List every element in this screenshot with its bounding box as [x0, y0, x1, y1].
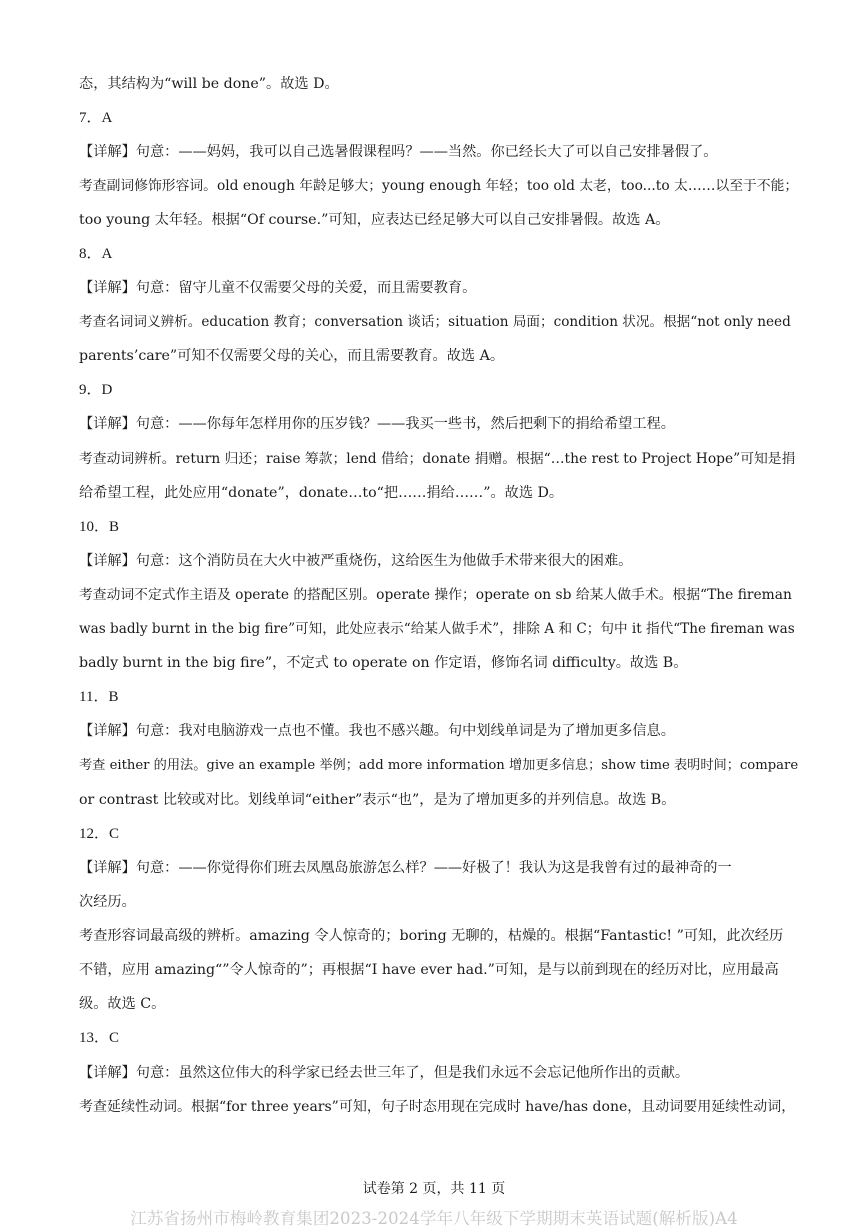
watermark: 江苏省扬州市梅岭教育集团2023-2024学年八年级下学期期末英语试题(解析版)A4	[130, 1209, 738, 1228]
answer-number: 12．C	[79, 826, 120, 842]
text-line: 【详解】句意：——你每年怎样用你的压岁钱？——我买一些书，然后把剩下的捐给希望工程。	[79, 416, 675, 432]
text-line: 考查名词词义辨析。education 教育；conversation 谈话；situation 局面；condition 状况。根据“not only need	[79, 314, 791, 330]
answer-number: 7．A	[79, 110, 113, 126]
text-line: 【详解】句意：留守儿童不仅需要父母的关爱，而且需要教育。	[79, 280, 477, 296]
text-line: 【详解】句意：我对电脑游戏一点也不懂。我也不感兴趣。句中划线单词是为了增加更多信息。	[79, 723, 675, 739]
text-line: 【详解】句意：这个消防员在大火中被严重烧伤，这给医生为他做手术带来很大的困难。	[79, 553, 633, 569]
text-line: 不错，应用 amazing“”令人惊奇的”；再根据“I have ever had.”可知，是与以前到现在的经历对比，应用最高	[79, 962, 779, 978]
text-line: 考查延续性动词。根据“for three years”可知，句子时态用现在完成时 have/has done，且动词要用延续性动词，	[79, 1099, 796, 1115]
text-line: 级。故选 C。	[79, 996, 166, 1012]
page-footer: 试卷第 2 页，共 11 页	[362, 1181, 506, 1197]
answer-number: 8．A	[79, 246, 113, 262]
text-line: 【详解】句意：虽然这位伟大的科学家已经去世三年了，但是我们永远不会忘记他所作出的贡献。	[79, 1065, 690, 1081]
text-line: 考查 either 的用法。give an example 举例；add more information 增加更多信息；show time 表明时间；compare	[79, 758, 799, 773]
answer-number: 11．B	[79, 689, 119, 705]
text-line: parents’care”可知不仅需要父母的关心，而且需要教育。故选 A。	[79, 348, 505, 364]
text-line: 态，其结构为“will be done”。故选 D。	[79, 76, 339, 92]
text-line: 【详解】句意：——你觉得你们班去凤凰岛旅游怎么样？——好极了！我认为这是我曾有过的最神奇的一	[79, 860, 732, 876]
answer-number: 9．D	[79, 382, 113, 398]
text-line: 【详解】句意：——妈妈，我可以自己选暑假课程吗？——当然。你已经长大了可以自己安排暑假了。	[79, 144, 718, 160]
answer-number: 13．C	[79, 1030, 120, 1046]
text-line: 考查动词辨析。return 归还；raise 筹款；lend 借给；donate 捐赠。根据“…the rest to Project Hope”可知是捐	[79, 451, 796, 467]
text-line: 给希望工程，此处应用“donate”，donate…to“把……捐给……”。故选 D。	[79, 485, 564, 501]
text-line: too young 太年轻。根据“Of course.”可知，应表达已经足够大可以自己安排暑假。故选 A。	[79, 212, 670, 228]
text-line: badly burnt in the big fire”，不定式 to operate on 作定语，修饰名词 difficulty。故选 B。	[79, 655, 688, 671]
text-line: 次经历。	[79, 894, 136, 910]
text-line: 考查形容词最高级的辨析。amazing 令人惊奇的；boring 无聊的，枯燥的。根据“Fantastic! ”可知，此次经历	[79, 928, 784, 944]
text-line: was badly burnt in the big fire”可知，此处应表示“给某人做手术”，排除 A 和 C；句中 it 指代“The fireman was	[79, 621, 795, 637]
answer-number: 10．B	[79, 519, 120, 535]
text-line: 考查动词不定式作主语及 operate 的搭配区别。operate 操作；operate on sb 给某人做手术。根据“The fireman	[79, 587, 792, 603]
text-line: 考查副词修饰形容词。old enough 年龄足够大；young enough 年轻；too old 太老，too...to 太……以至于不能；	[79, 178, 799, 194]
text-line: or contrast 比较或对比。划线单词“either”表示“也”，是为了增加更多的并列信息。故选 B。	[79, 792, 676, 808]
